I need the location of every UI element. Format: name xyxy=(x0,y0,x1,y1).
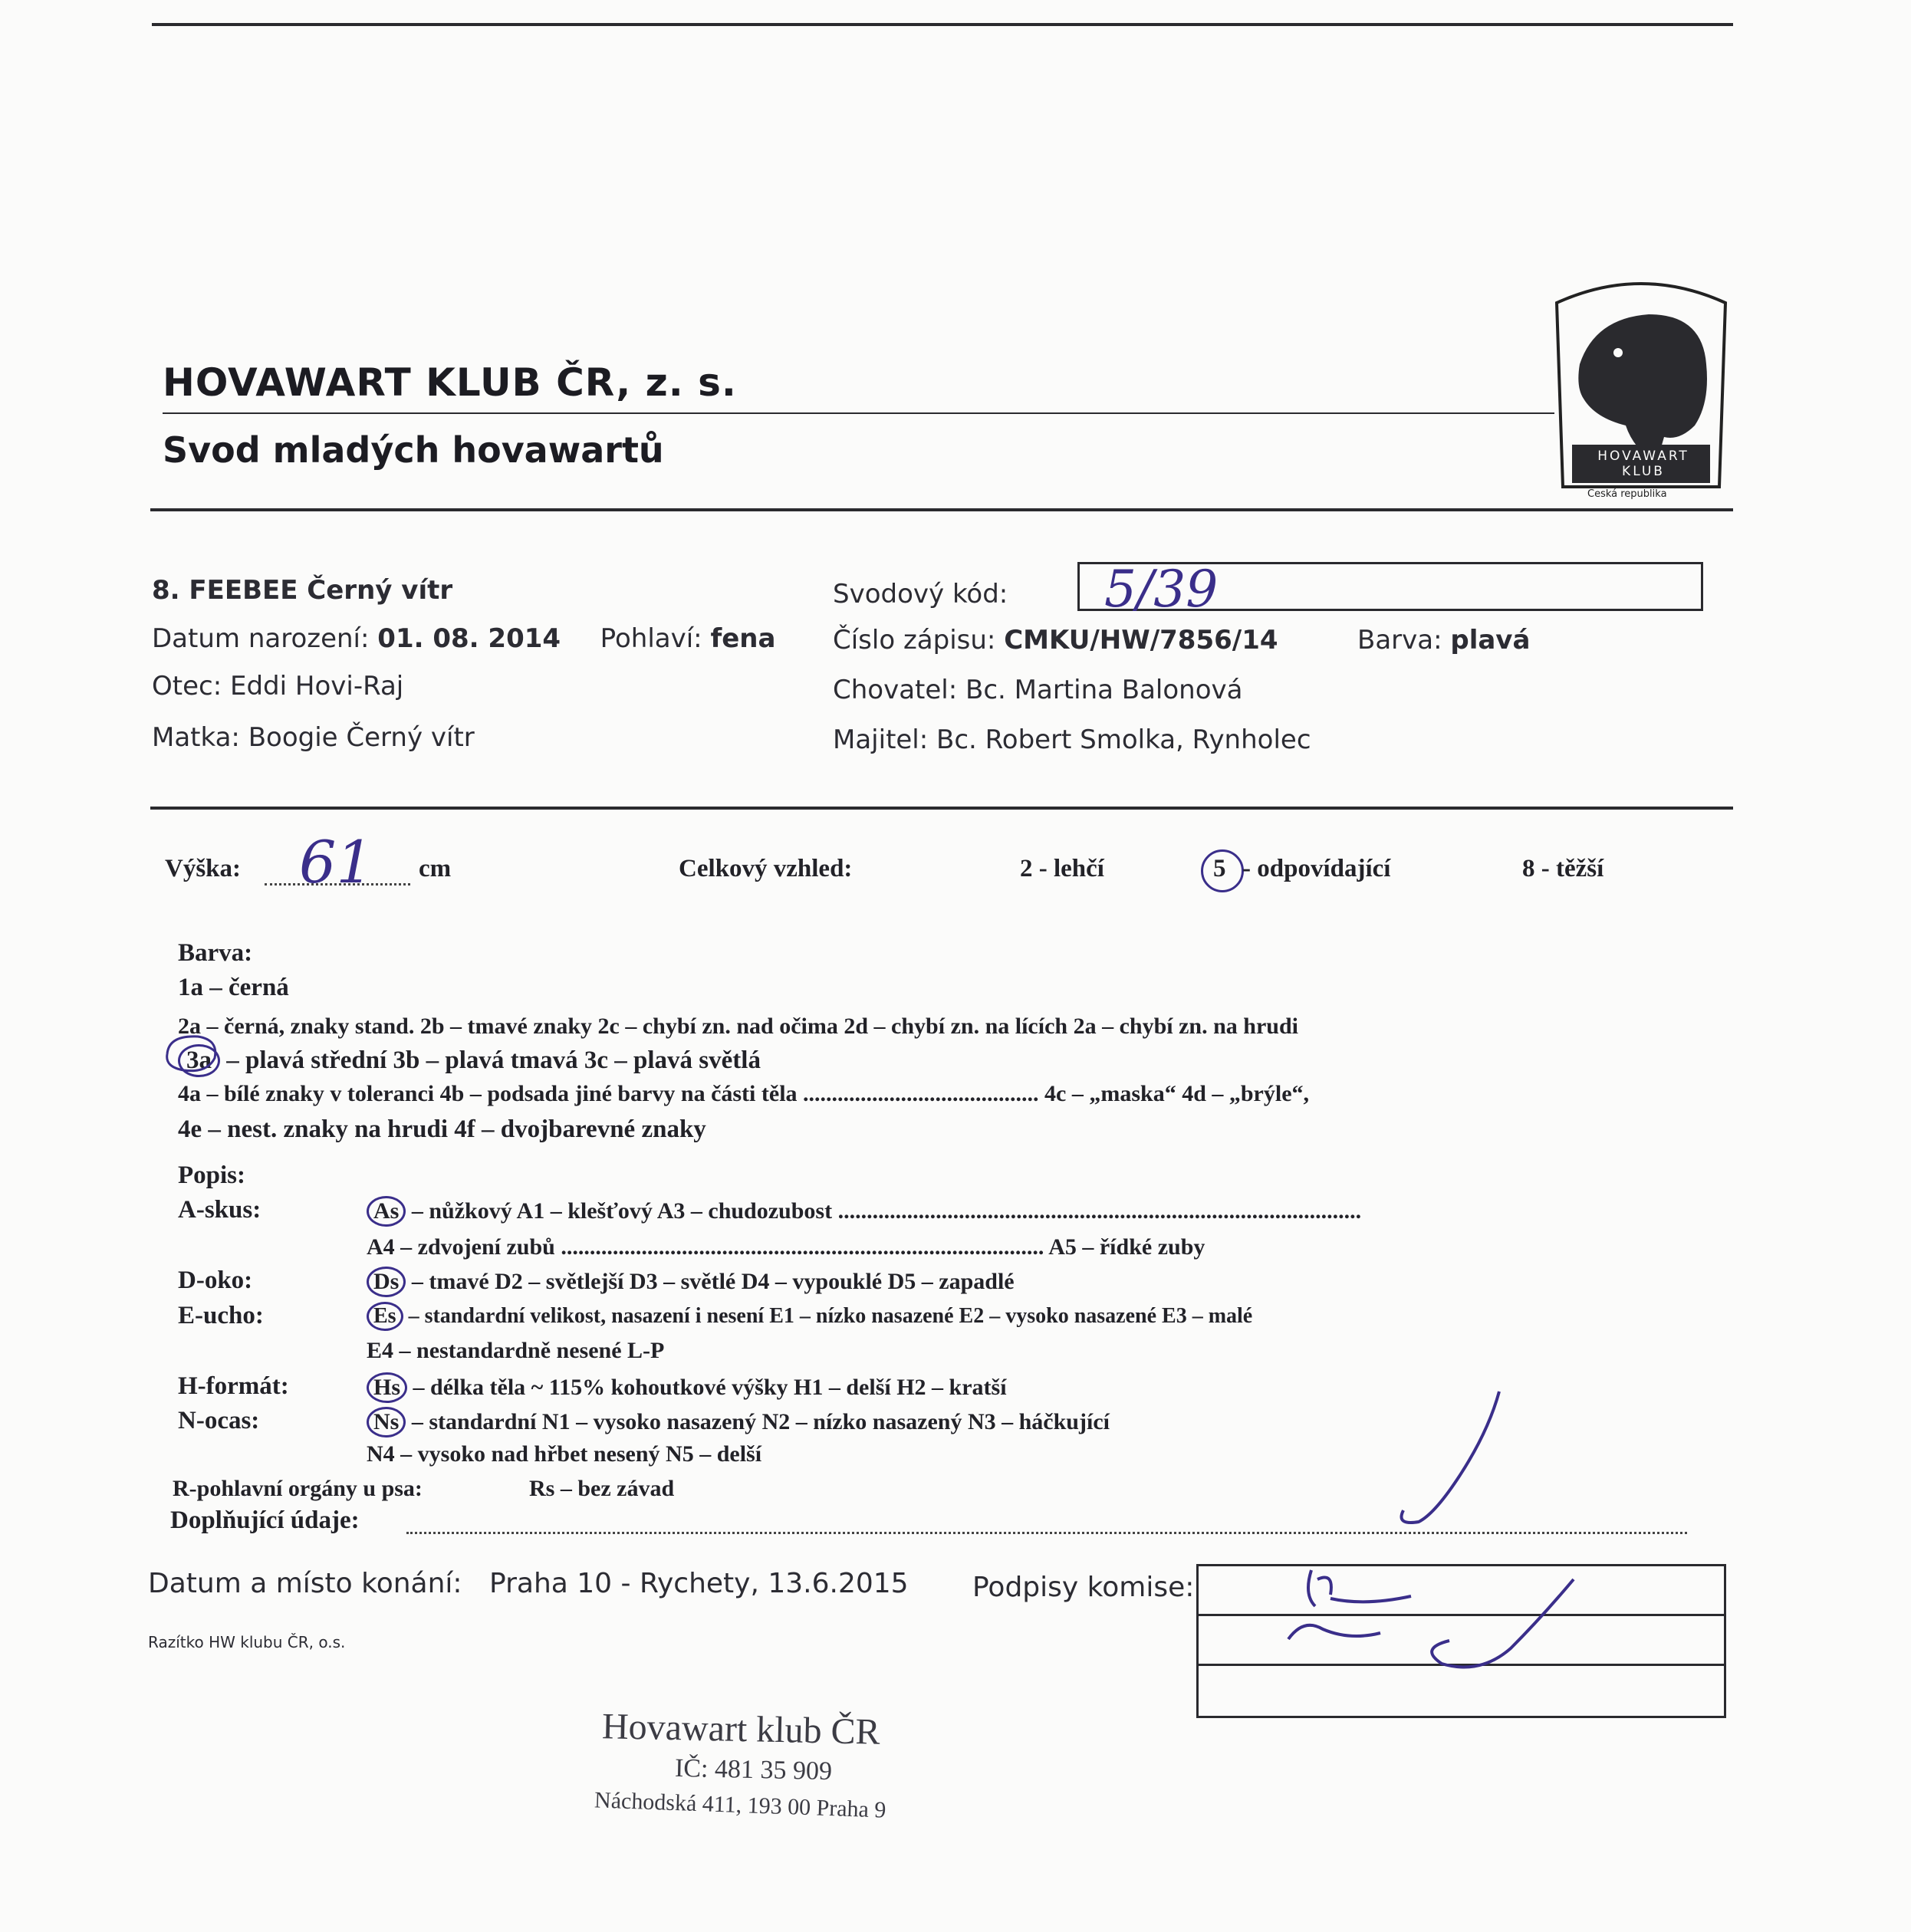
height-value: 61 xyxy=(299,828,373,896)
stamp-line-2: IČ: 481 35 909 xyxy=(674,1753,833,1786)
popis-label-n: N-ocas: xyxy=(178,1407,260,1434)
code-label: Svodový kód: xyxy=(833,579,1008,610)
color-line-2: 2a – černá, znaky stand. 2b – tmavé znaky 2c – chybí zn. nad očima 2d – chybí zn. na lících 2a – chybí zn. na hrudi xyxy=(178,1014,1298,1039)
popis-code-d: Ds xyxy=(367,1267,406,1297)
reg-row xyxy=(833,625,1278,656)
popis-label-e: E-ucho: xyxy=(178,1302,264,1329)
color-line-3-code: 3a xyxy=(178,1044,220,1077)
reg-label: Číslo zápisu: xyxy=(833,625,996,656)
popis-row-e: Es – standardní velikost, nasazení i nesení E1 – nízko nasazené E2 – vysoko nasazené E3 – malé xyxy=(367,1302,1252,1331)
birth-label: Datum narození: xyxy=(152,623,370,654)
extra-label: Doplňující údaje: xyxy=(170,1506,360,1534)
breeder-value: Bc. Martina Balonová xyxy=(965,675,1243,705)
popis-label-h: H-formát: xyxy=(178,1372,289,1400)
father-label: Otec: xyxy=(152,671,222,702)
extra-dots xyxy=(406,1532,1687,1534)
birth-row xyxy=(152,623,775,654)
club-logo xyxy=(1549,272,1733,502)
mother-label: Matka: xyxy=(152,722,240,753)
color-line-1: 1a – černá xyxy=(178,974,289,1001)
popis-code-h: Hs xyxy=(367,1372,407,1403)
header-rule xyxy=(150,508,1733,511)
popis-label-d: D-oko: xyxy=(178,1267,253,1294)
date-label: Datum a místo konání: xyxy=(148,1568,462,1599)
birth-value: 01. 08. 2014 xyxy=(377,623,561,654)
popis-row-e4: E4 – nestandardně nesené L-P xyxy=(367,1338,665,1363)
father-value: Eddi Hovi-Raj xyxy=(229,671,404,702)
date-value: Praha 10 - Rychety, 13.6.2015 xyxy=(489,1568,909,1599)
popis-row-n: Ns – standardní N1 – vysoko nasazený N2 – nízko nasazený N3 – háčkující xyxy=(367,1407,1110,1438)
color-label: Barva: xyxy=(1357,625,1442,656)
info-rule xyxy=(150,807,1733,810)
owner-row xyxy=(833,724,1311,755)
overall-label: Celkový vzhled: xyxy=(679,855,853,882)
breeder-label: Chovatel: xyxy=(833,675,958,705)
signature-box xyxy=(1196,1564,1726,1718)
popis-code-n: Ns xyxy=(367,1407,406,1438)
popis-code-e: Es xyxy=(367,1302,403,1331)
tick-mark xyxy=(1402,1392,1500,1523)
stamp-label: Razítko HW klubu ČR, o.s. xyxy=(148,1633,346,1651)
popis-row-n4: N4 – vysoko nad hřbet nesený N5 – delší xyxy=(367,1441,762,1467)
code-value: 5/39 xyxy=(1104,560,1219,619)
popis-title: Popis: xyxy=(178,1162,246,1189)
color-line-5: 4e – nest. znaky na hrudi 4f – dvojbarevné znaky xyxy=(178,1116,706,1143)
option-heavy: 8 - těžší xyxy=(1522,855,1604,882)
color-row xyxy=(1357,625,1530,656)
height-unit: cm xyxy=(419,855,452,882)
r-text: Rs – bez závad xyxy=(529,1476,675,1501)
sex-label: Pohlaví: xyxy=(600,623,702,654)
stamp-line-1: Hovawart klub ČR xyxy=(601,1706,881,1753)
club-title: HOVAWART KLUB ČR, z. s. xyxy=(163,360,737,405)
breeder-row xyxy=(833,675,1242,705)
sex-value: fena xyxy=(710,623,776,654)
popis-label-a: A-skus: xyxy=(178,1196,261,1224)
popis-code-a: As xyxy=(367,1196,406,1227)
height-label: Výška: xyxy=(165,855,242,882)
stamp-line-3: Náchodská 411, 193 00 Praha 9 xyxy=(594,1787,886,1823)
color-line-4: 4a – bílé znaky v toleranci 4b – podsada jiné barvy na části těla ......................................... 4c – „maska“ 4d – „brýle“, xyxy=(178,1081,1310,1106)
mother-row xyxy=(152,722,475,753)
father-row xyxy=(152,671,403,702)
top-rule xyxy=(152,23,1733,26)
signature-box-rule-1 xyxy=(1196,1614,1724,1616)
header-thin-rule xyxy=(163,412,1554,414)
r-label: R-pohlavní orgány u psa: xyxy=(173,1476,423,1501)
option-match-num: 5 xyxy=(1213,855,1226,882)
color-title: Barva: xyxy=(178,939,253,967)
owner-label: Majitel: xyxy=(833,724,929,755)
reg-value: CMKU/HW/7856/14 xyxy=(1004,625,1278,656)
sign-label: Podpisy komise: xyxy=(972,1572,1195,1603)
option-match-text: - odpovídající xyxy=(1242,855,1391,882)
mother-value: Boogie Černý vítr xyxy=(248,722,475,753)
dog-name: 8. FEEBEE Černý vítr xyxy=(152,575,453,606)
color-line-3-text: – plavá střední 3b – plavá tmavá 3c – plavá světlá xyxy=(226,1046,761,1074)
popis-row-a4: A4 – zdvojení zubů .................................................................................... A5 – řídké zuby xyxy=(367,1234,1205,1260)
owner-value: Bc. Robert Smolka, Rynholec xyxy=(936,724,1311,755)
logo-text: HOVAWART KLUB xyxy=(1597,449,1689,479)
color-line-3 xyxy=(178,1044,761,1077)
popis-row-h: Hs – délka těla ~ 115% kohoutkové výšky H1 – delší H2 – kratší xyxy=(367,1372,1007,1403)
color-value: plavá xyxy=(1450,625,1531,656)
option-light: 2 - lehčí xyxy=(1020,855,1104,882)
form-subtitle: Svod mladých hovawartů xyxy=(163,429,664,471)
logo-small-text: Česká republika xyxy=(1587,488,1667,500)
signature-box-rule-2 xyxy=(1196,1664,1724,1666)
popis-row-d: Ds – tmavé D2 – světlejší D3 – světlé D4 – vypouklé D5 – zapadlé xyxy=(367,1267,1015,1297)
popis-row-a: As – nůžkový A1 – klešťový A3 – chudozubost ........................................................................................... xyxy=(367,1196,1361,1227)
